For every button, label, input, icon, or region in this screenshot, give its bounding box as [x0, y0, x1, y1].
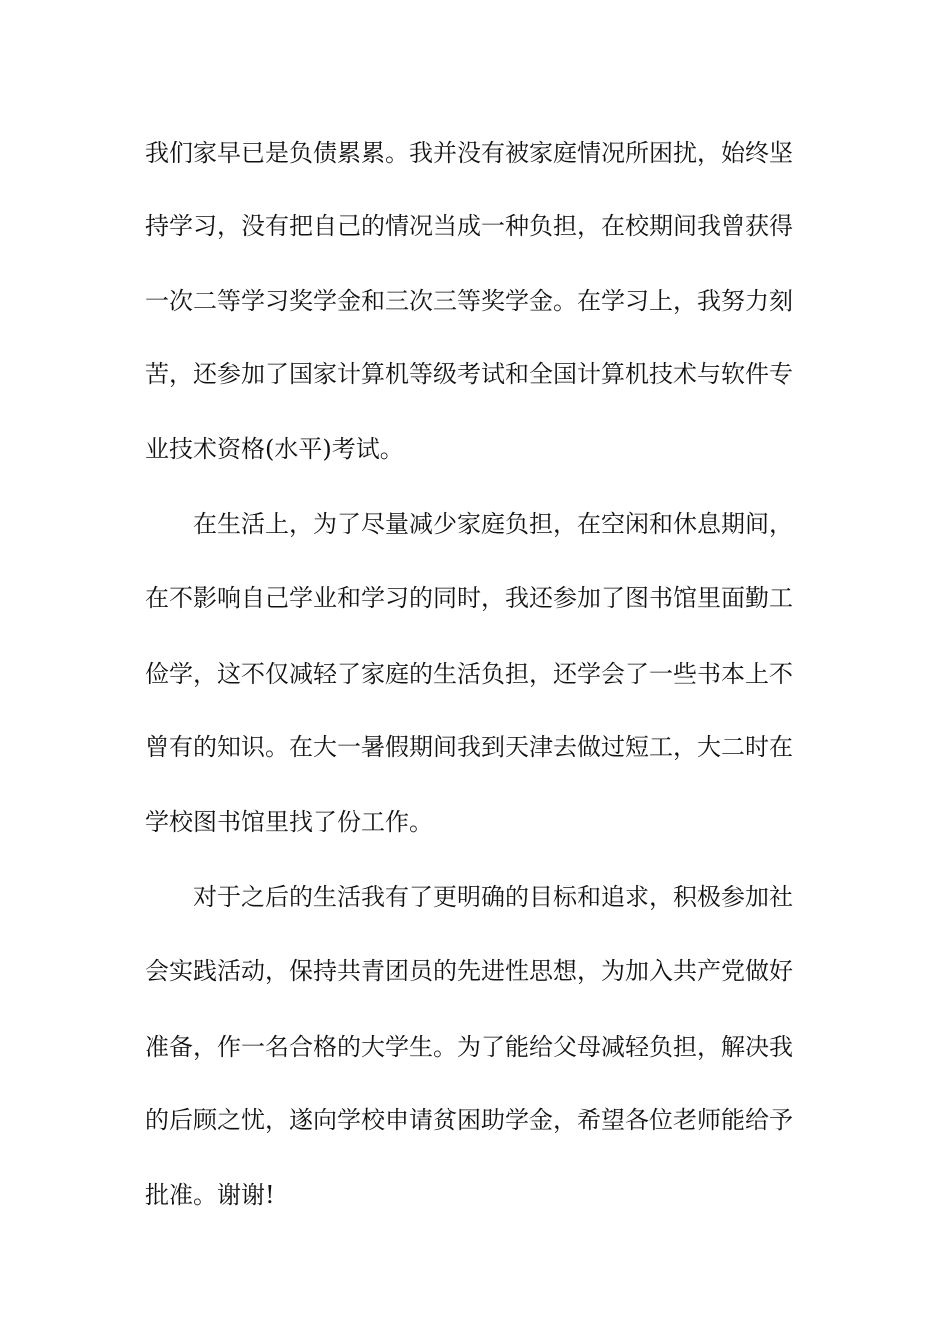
text-line: 俭学，这不仅减轻了家庭的生活负担，还学会了一些书本上不 [145, 660, 793, 688]
text-line: 一次二等学习奖学金和三次三等奖学金。在学习上，我努力刻 [145, 287, 793, 315]
text-line: 批准。谢谢! [145, 1181, 275, 1209]
paragraph-first-line: 对于之后的生活我有了更明确的目标和追求，积极参加社 [193, 883, 793, 911]
text-line: 准备，作一名合格的大学生。为了能给父母减轻负担，解决我 [145, 1033, 793, 1061]
text-line: 的后顾之忧，遂向学校申请贫困助学金，希望各位老师能给予 [145, 1106, 793, 1134]
text-line: 会实践活动，保持共青团员的先进性思想，为加入共产党做好 [145, 957, 793, 985]
text-line: 业技术资格(水平)考试。 [145, 435, 404, 463]
text-line: 在不影响自己学业和学习的同时，我还参加了图书馆里面勤工 [145, 584, 793, 612]
text-line: 学校图书馆里找了份工作。 [145, 808, 433, 836]
paragraph-first-line: 在生活上，为了尽量减少家庭负担，在空闲和休息期间， [193, 510, 793, 538]
text-line: 苦，还参加了国家计算机等级考试和全国计算机技术与软件专 [145, 360, 793, 388]
text-line: 我们家早已是负债累累。我并没有被家庭情况所困扰，始终坚 [145, 139, 793, 167]
text-line: 持学习，没有把自己的情况当成一种负担，在校期间我曾获得 [145, 212, 793, 240]
text-line: 曾有的知识。在大一暑假期间我到天津去做过短工，大二时在 [145, 733, 793, 761]
